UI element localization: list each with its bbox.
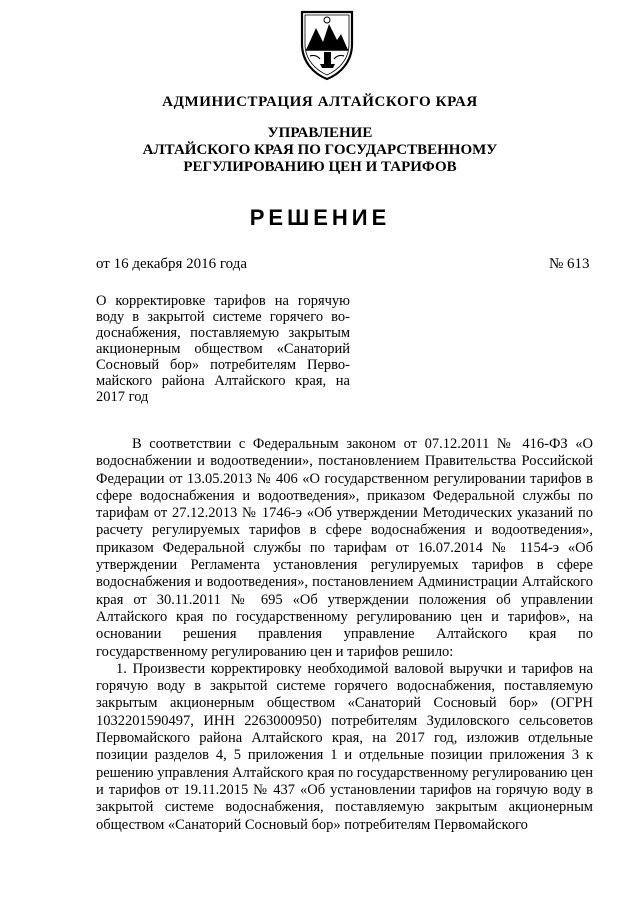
subject-line: воду в закрытой системе горячего во- bbox=[96, 309, 350, 325]
subject-line: 2017 год bbox=[96, 389, 149, 405]
subject-line: О корректировке тарифов на горячую bbox=[96, 293, 350, 309]
document-type-heading: РЕШЕНИЕ bbox=[249, 205, 391, 230]
department-title-line: РЕГУЛИРОВАНИЮ ЦЕН И ТАРИФОВ bbox=[183, 159, 457, 175]
department-title-line: УПРАВЛЕНИЕ bbox=[267, 125, 373, 141]
subject-line: доснабжения, поставляемую закрытым bbox=[96, 325, 350, 341]
administration-title: АДМИНИСТРАЦИЯ АЛТАЙСКОГО КРАЯ bbox=[162, 94, 478, 110]
altai-krai-coat-of-arms-icon bbox=[296, 6, 358, 82]
department-title-line: АЛТАЙСКОГО КРАЯ ПО ГОСУДАРСТВЕННОМУ bbox=[142, 142, 498, 158]
body-paragraph-preamble: В соответствии с Федеральным законом от 07.12.2011 № 416-ФЗ «О водоснабжении и водоотведении», постановлением Правительства Российской Федерации от 13.05.2013 № 406 «О государственном регулировании тарифов в сфере водоснабжения и водоотведения», приказом Федеральной службы по тарифам от 27.12.2013 № 1746-э «Об утверждении Методических указаний по расчету регулируемых тарифов в сфере водоснабжения и водоотведения», приказом Федеральной службы по тарифам от 16.07.2014 № 1154-э «Об утверждении Регламента установления регулируемых тарифов в сфере водоснабжения и водоотведения», постановлением Администрации Алтайского края от 30.11.2011 № 695 «Об утверждении положения об управлении Алтайского края по государственному регулированию цен и тарифов», на основании решения правления управление Алтайского края по государственному регулированию цен и тарифов решило: bbox=[96, 436, 593, 660]
subject-line: Сосновый бор» потребителям Перво- bbox=[96, 357, 350, 373]
department-title bbox=[0, 125, 640, 176]
document-subject bbox=[96, 293, 350, 405]
subject-line: акционерным обществом «Санаторий bbox=[96, 341, 350, 357]
body-paragraph-item-1: 1. Произвести корректировку необходимой валовой выручки и тарифов на горячую воду в закрытой системе горячего водоснабжения, поставляемую закрытым акционерным обществом «Санаторий Сосновый бор» (ОГРН 1032201590497, ИНН 2263000950) потребителям Зудиловского сельсоветов Первомайского района Алтайского края, на 2017 год, изложив отдельные позиции разделов 4, 5 приложения 1 и отдельные позиции приложения 3 к решению управления Алтайского края по государственному регулированию цен и тарифов от 19.11.2015 № 437 «Об установлении тарифов на горячую воду в закрытой системе водоснабжения, поставляемую закрытым акционерным обществом «Санаторий Сосновый бор» потребителям Первомайского bbox=[96, 660, 593, 833]
document-number: № 613 bbox=[549, 256, 590, 272]
document-date: от 16 декабря 2016 года bbox=[96, 256, 248, 272]
document-body bbox=[96, 436, 593, 834]
subject-line: майского района Алтайского края, на bbox=[96, 373, 350, 389]
